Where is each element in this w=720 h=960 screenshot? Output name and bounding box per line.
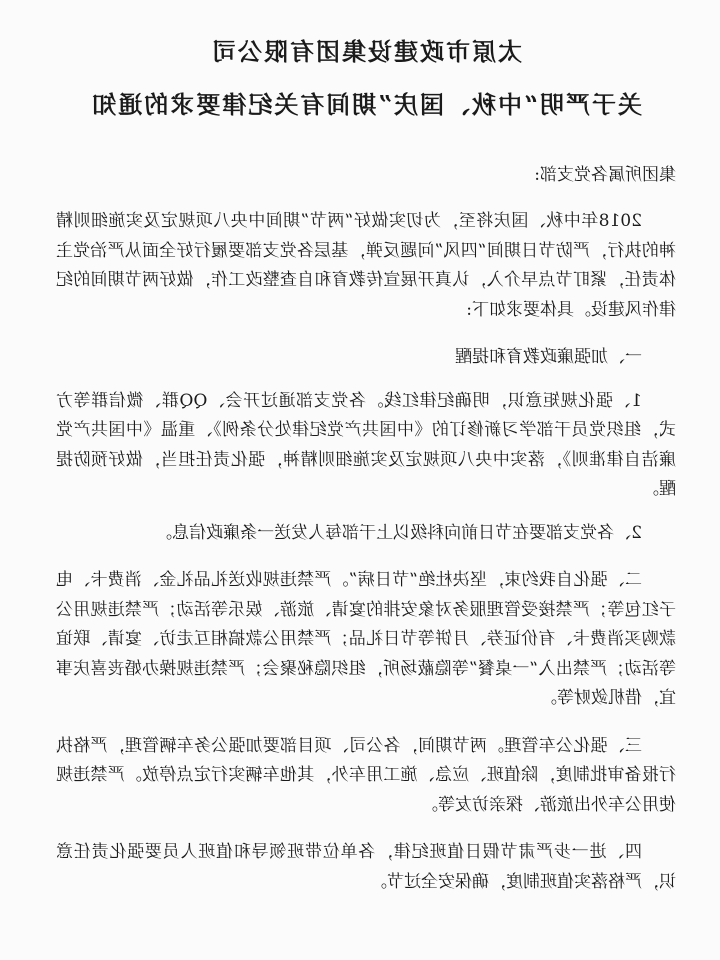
section-4-paragraph: 四、进一步严肃节假日值班纪律，各单位带班领导和值班人员要强化责任意识，严格落实值班制度，确保安全过节。 bbox=[56, 842, 676, 892]
organization-title: 太原市政建设集团有限公司 bbox=[210, 37, 522, 66]
section-1-heading: 一、加强廉政教育和提醒 bbox=[455, 347, 642, 367]
intro-paragraph: 2018年中秋、国庆将至，为切实做好“两节”期间中央八项规定及实施细则精神的执行，严防节日期间“四风”问题反弹，基层各党支部要履行好全面从严治党主体责任，紧盯节点早介入，认真开展宣传教育和自查整改工作，做好两节期间的纪律作风建设。具体要求如下: bbox=[56, 211, 676, 320]
notice-title: 关于严明“中秋、国庆”期间有关纪律要求的通知 bbox=[90, 90, 642, 119]
section-1-item-1: 1、强化规矩意识，明确纪律红线。各党支部通过开会、QQ群、微信群等方式，组织党员干部学习新修订的《中国共产党纪律处分条例》、重温《中国共产党廉洁自律准则》，落实中央八项规定及实施细则精神，强化责任担当，做好预防提醒。 bbox=[56, 390, 676, 499]
section-1-item-2: 2、各党支部要在节日前向科级以上干部每人发送一条廉政信息。 bbox=[155, 522, 642, 543]
section-2-paragraph: 二、强化自我约束，坚决杜绝“节日病”。严禁违规收送礼品礼金、消费卡、电子红包等；严禁接受管理服务对象安排的宴请、旅游、娱乐等活动；严禁违规用公款购买消费卡、有价证券、月饼等节日礼品；严禁用公款搞相互走访、宴请、联谊等活动；严禁出入“一桌餐”等隐蔽场所，组织隐秘聚会；严禁违规操办婚丧喜庆事宜，借机敛财等。 bbox=[56, 570, 676, 708]
salutation: 集团所属各党支部: bbox=[534, 165, 676, 185]
document-body bbox=[56, 14, 676, 897]
section-3-paragraph: 三、强化公车管理。两节期间，各公司、项目部要加强公务车辆管理，严格执行报备审批制度，除值班、应急、施工用车外，其他车辆实行定点停放。严禁违规使用公车外出旅游、探亲访友等。 bbox=[56, 735, 676, 815]
